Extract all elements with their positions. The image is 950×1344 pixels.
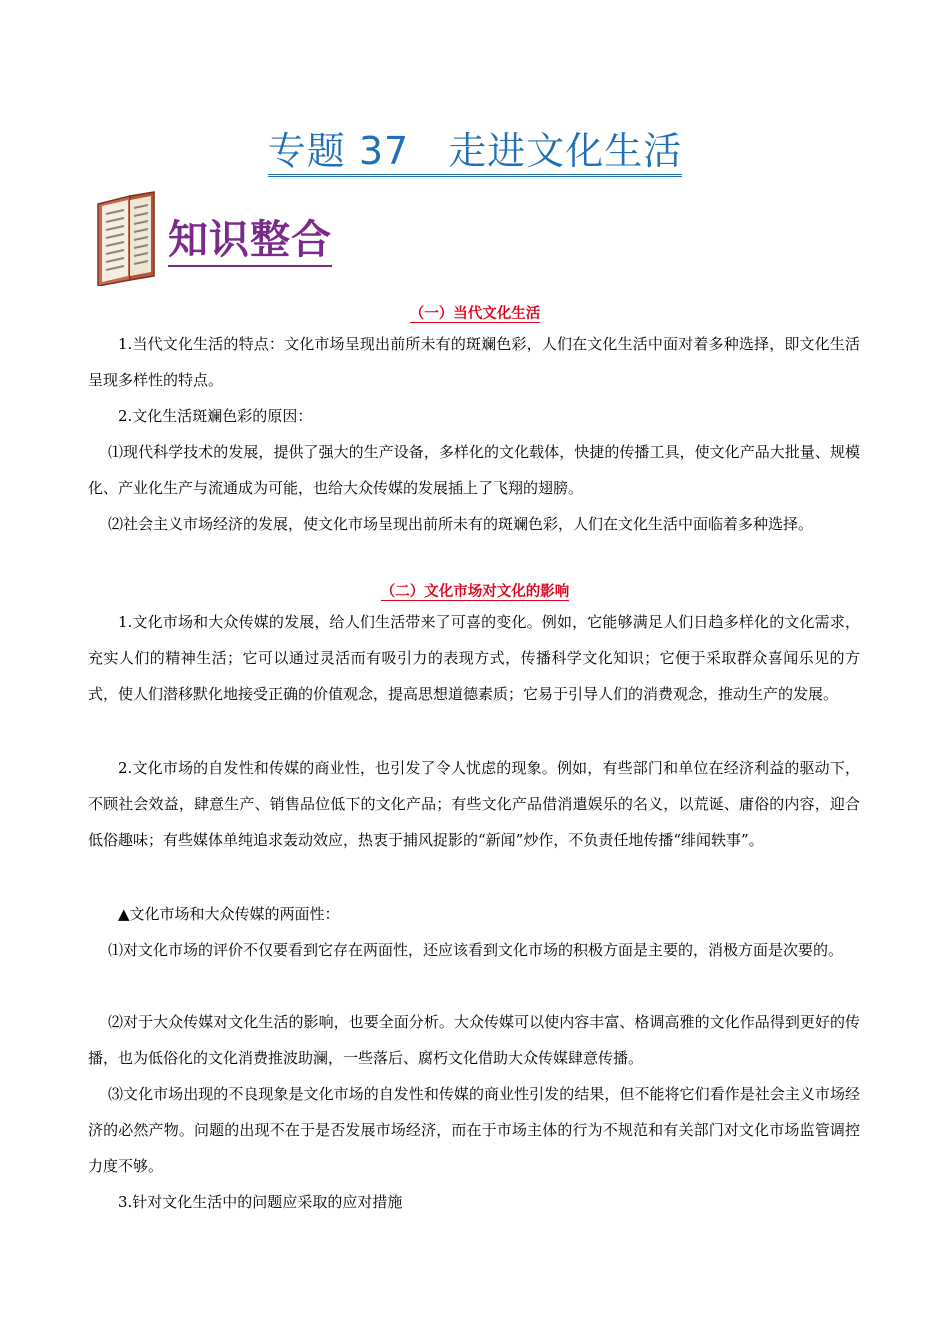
section-heading (0, 580, 950, 601)
section-heading (0, 302, 950, 323)
paragraph: 1.当代文化生活的特点：文化市场呈现出前所未有的斑斓色彩，人们在文化生活中面对着多种选择，即文化生活呈现多样性的特点。 (88, 335, 860, 389)
paragraph: ⑵社会主义市场经济的发展，使文化市场呈现出前所未有的斑斓色彩，人们在文化生活中面临着多种选择。 (108, 515, 814, 533)
section-heading-text: （二）文化市场对文化的影响 (380, 583, 570, 600)
paragraph: ▲文化市场和大众传媒的两面性： (118, 905, 340, 923)
paragraph: ⑴现代科学技术的发展，提供了强大的生产设备，多样化的文化载体，快捷的传播工具，使文化产品大批量、规模化、产业化生产与流通成为可能，也给大众传媒的发展插上了飞翔的翅膀。 (88, 443, 860, 497)
paragraph: 3.针对文化生活中的问题应采取的应对措施 (118, 1193, 403, 1211)
paragraph: 2.文化市场的自发性和传媒的商业性，也引发了令人忧虑的现象。例如，有些部门和单位在经济利益的驱动下，不顾社会效益，肆意生产、销售品位低下的文化产品；有些文化产品借消遣娱乐的名义，以荒诞、庸俗的内容，迎合低俗趣味；有些媒体单纯追求轰动效应，热衷于捕风捉影的“新闻”炒作，不负责任地传播“绯闻轶事”。 (88, 759, 860, 849)
paragraph: 1.文化市场和大众传媒的发展，给人们生活带来了可喜的变化。例如，它能够满足人们日趋多样化的文化需求，充实人们的精神生活；它可以通过灵活而有吸引力的表现方式，传播科学文化知识；它便于采取群众喜闻乐见的方式，使人们潜移默化地接受正确的价值观念，提高思想道德素质；它易于引导人们的消费观念，推动生产的发展。 (88, 613, 860, 703)
section-banner-label: 知识整合 (168, 217, 332, 267)
paragraph: ⑴对文化市场的评价不仅要看到它存在两面性，还应该看到文化市场的积极方面是主要的，消极方面是次要的。 (108, 941, 844, 959)
page-title-text: 专题 37 走进文化生活 (268, 129, 682, 177)
paragraph: ⑵对于大众传媒对文化生活的影响，也要全面分析。大众传媒可以使内容丰富、格调高雅的文化作品得到更好的传播，也为低俗化的文化消费推波助澜，一些落后、腐朽文化借助大众传媒肆意传播。 (88, 1013, 860, 1067)
paragraph: ⑶文化市场出现的不良现象是文化市场的自发性和传媒的商业性引发的结果，但不能将它们看作是社会主义市场经济的必然产物。问题的出现不在于是否发展市场经济，而在于市场主体的行为不规范和有关部门对文化市场监管调控力度不够。 (88, 1085, 860, 1175)
section-banner (168, 217, 332, 263)
paragraph: 2.文化生活斑斓色彩的原因： (118, 407, 313, 425)
section-heading-text: （一）当代文化生活 (409, 305, 541, 322)
page-title (0, 120, 950, 175)
book-icon (94, 190, 158, 286)
